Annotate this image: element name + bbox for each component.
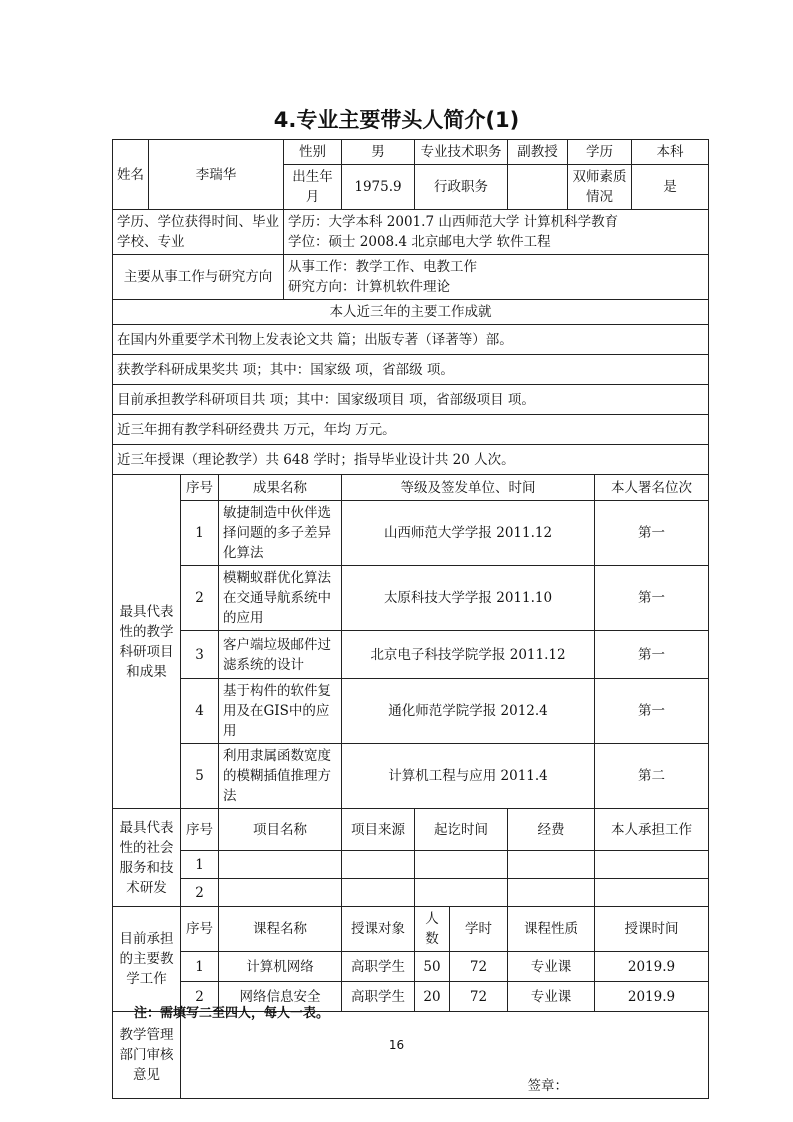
service-role-cell [595,879,709,907]
dual-value: 是 [632,165,709,210]
profile-form-table [112,139,709,1099]
teaching-course: 网络信息安全 [219,982,342,1012]
service-header-name: 项目名称 [219,809,342,851]
work-line-2: 研究方向：计算机软件理论 [288,279,450,295]
achievement-line: 近三年拥有教学科研经费共 万元，年均 万元。 [113,415,709,445]
teaching-target: 高职学生 [342,952,415,982]
achievement-row [113,445,709,475]
degree-label: 学历、学位获得时间、毕业学校、专业 [113,210,284,255]
representative-row [113,566,709,631]
degree-line-2: 学位：硕士 2008.4 北京邮电大学 软件工程 [288,234,551,250]
representative-header-name: 成果名称 [219,475,342,501]
service-name-cell [219,851,342,879]
teaching-header-course: 课程名称 [219,907,342,952]
achievement-row [113,385,709,415]
representative-rank: 第一 [595,501,709,566]
achievements-heading: 本人近三年的主要工作成就 [113,300,709,325]
representative-no: 3 [181,631,219,679]
representative-row [113,501,709,566]
service-role-cell [595,851,709,879]
gender-value: 男 [342,140,415,165]
tech-title-label: 专业技术职务 [415,140,508,165]
representative-no: 2 [181,566,219,631]
work-row [113,255,709,300]
service-funding-cell [508,879,595,907]
teaching-count: 20 [415,982,450,1012]
admin-value [508,165,568,210]
representative-unit: 太原科技大学学报 2011.10 [342,566,595,631]
birth-value: 1975.9 [342,165,415,210]
representative-unit: 计算机工程与应用 2011.4 [342,744,595,809]
representative-label: 最具代表性的教学科研项目和成果 [113,475,181,809]
teaching-nature: 专业课 [508,982,595,1012]
teaching-header-count: 人数 [415,907,450,952]
representative-row [113,631,709,679]
achievements-heading-row [113,300,709,325]
service-label: 最具代表性的社会服务和技术研发 [113,809,181,907]
representative-rank: 第一 [595,631,709,679]
name-label: 姓名 [113,140,149,210]
service-header-row [113,809,709,851]
tech-title-value: 副教授 [508,140,568,165]
birth-label: 出生年月 [284,165,342,210]
service-header-source: 项目来源 [342,809,415,851]
teaching-label: 目前承担的主要教学工作 [113,907,181,1012]
admin-label: 行政职务 [415,165,508,210]
service-header-no: 序号 [181,809,219,851]
service-no: 2 [181,879,219,907]
service-name-cell [219,879,342,907]
teaching-course: 计算机网络 [219,952,342,982]
teaching-header-time: 授课时间 [595,907,709,952]
representative-header-no: 序号 [181,475,219,501]
achievement-line: 获教学科研成果奖共 项；其中：国家级 项，省部级 项。 [113,355,709,385]
signature-label: 签章： [527,1078,568,1094]
service-source-cell [342,851,415,879]
representative-header-rank: 本人署名位次 [595,475,709,501]
review-label: 教学管理部门审核意见 [113,1012,181,1099]
representative-name: 客户端垃圾邮件过滤系统的设计 [219,631,342,679]
dual-label: 双师素质情况 [568,165,632,210]
achievement-line: 在国内外重要学术刊物上发表论文共 篇；出版专著（译著等）部。 [113,325,709,355]
page-title: 4.专业主要带头人简介(1) [273,108,520,132]
representative-unit: 山西师范大学学报 2011.12 [342,501,595,566]
page-number: 16 [388,1038,405,1052]
service-source-cell [342,879,415,907]
representative-unit: 通化师范学院学报 2012.4 [342,679,595,744]
work-line-1: 从事工作：教学工作、电教工作 [288,259,477,275]
representative-name: 模糊蚁群优化算法在交通导航系统中的应用 [219,566,342,631]
representative-name: 基于构件的软件复用及在GIS中的应用 [219,679,342,744]
work-label: 主要从事工作与研究方向 [113,255,284,300]
service-no: 1 [181,851,219,879]
teaching-header-target: 授课对象 [342,907,415,952]
teaching-time: 2019.9 [595,952,709,982]
footnote: 注：需填写二至四人，每人一表。 [134,1006,330,1021]
teaching-count: 50 [415,952,450,982]
service-header-period: 起讫时间 [415,809,508,851]
achievement-row [113,325,709,355]
representative-rank: 第一 [595,566,709,631]
name-value: 李瑞华 [149,140,284,210]
service-header-funding: 经费 [508,809,595,851]
teaching-row [113,952,709,982]
gender-label: 性别 [284,140,342,165]
service-header-role: 本人承担工作 [595,809,709,851]
representative-rank: 第二 [595,744,709,809]
teaching-time: 2019.9 [595,982,709,1012]
representative-name: 利用隶属函数宽度的模糊插值推理方法 [219,744,342,809]
teaching-hours: 72 [450,982,508,1012]
representative-no: 5 [181,744,219,809]
review-signature-cell [181,1012,709,1099]
degree-row [113,210,709,255]
work-detail [284,255,709,300]
degree-detail [284,210,709,255]
education-label: 学历 [568,140,632,165]
teaching-nature: 专业课 [508,952,595,982]
representative-row [113,744,709,809]
education-value: 本科 [632,140,709,165]
representative-rank: 第一 [595,679,709,744]
teaching-target: 高职学生 [342,982,415,1012]
teaching-no: 1 [181,952,219,982]
achievement-line: 目前承担教学科研项目共 项；其中：国家级项目 项，省部级项目 项。 [113,385,709,415]
teaching-header-row [113,907,709,952]
representative-header-row [113,475,709,501]
service-period-cell [415,851,508,879]
teaching-header-no: 序号 [181,907,219,952]
representative-header-unit: 等级及签发单位、时间 [342,475,595,501]
achievement-line: 近三年授课（理论教学）共 648 学时；指导毕业设计共 20 人次。 [113,445,709,475]
service-funding-cell [508,851,595,879]
service-row [113,851,709,879]
review-row [113,1012,709,1099]
service-row [113,879,709,907]
service-period-cell [415,879,508,907]
teaching-header-nature: 课程性质 [508,907,595,952]
representative-no: 4 [181,679,219,744]
representative-name: 敏捷制造中伙伴选择问题的多子差异化算法 [219,501,342,566]
representative-no: 1 [181,501,219,566]
teaching-header-hours: 学时 [450,907,508,952]
degree-line-1: 学历：大学本科 2001.7 山西师范大学 计算机科学教育 [288,214,619,230]
teaching-no: 2 [181,982,219,1012]
representative-row [113,679,709,744]
teaching-hours: 72 [450,952,508,982]
achievement-row [113,415,709,445]
achievement-row [113,355,709,385]
basic-row-1 [113,140,709,165]
representative-unit: 北京电子科技学院学报 2011.12 [342,631,595,679]
